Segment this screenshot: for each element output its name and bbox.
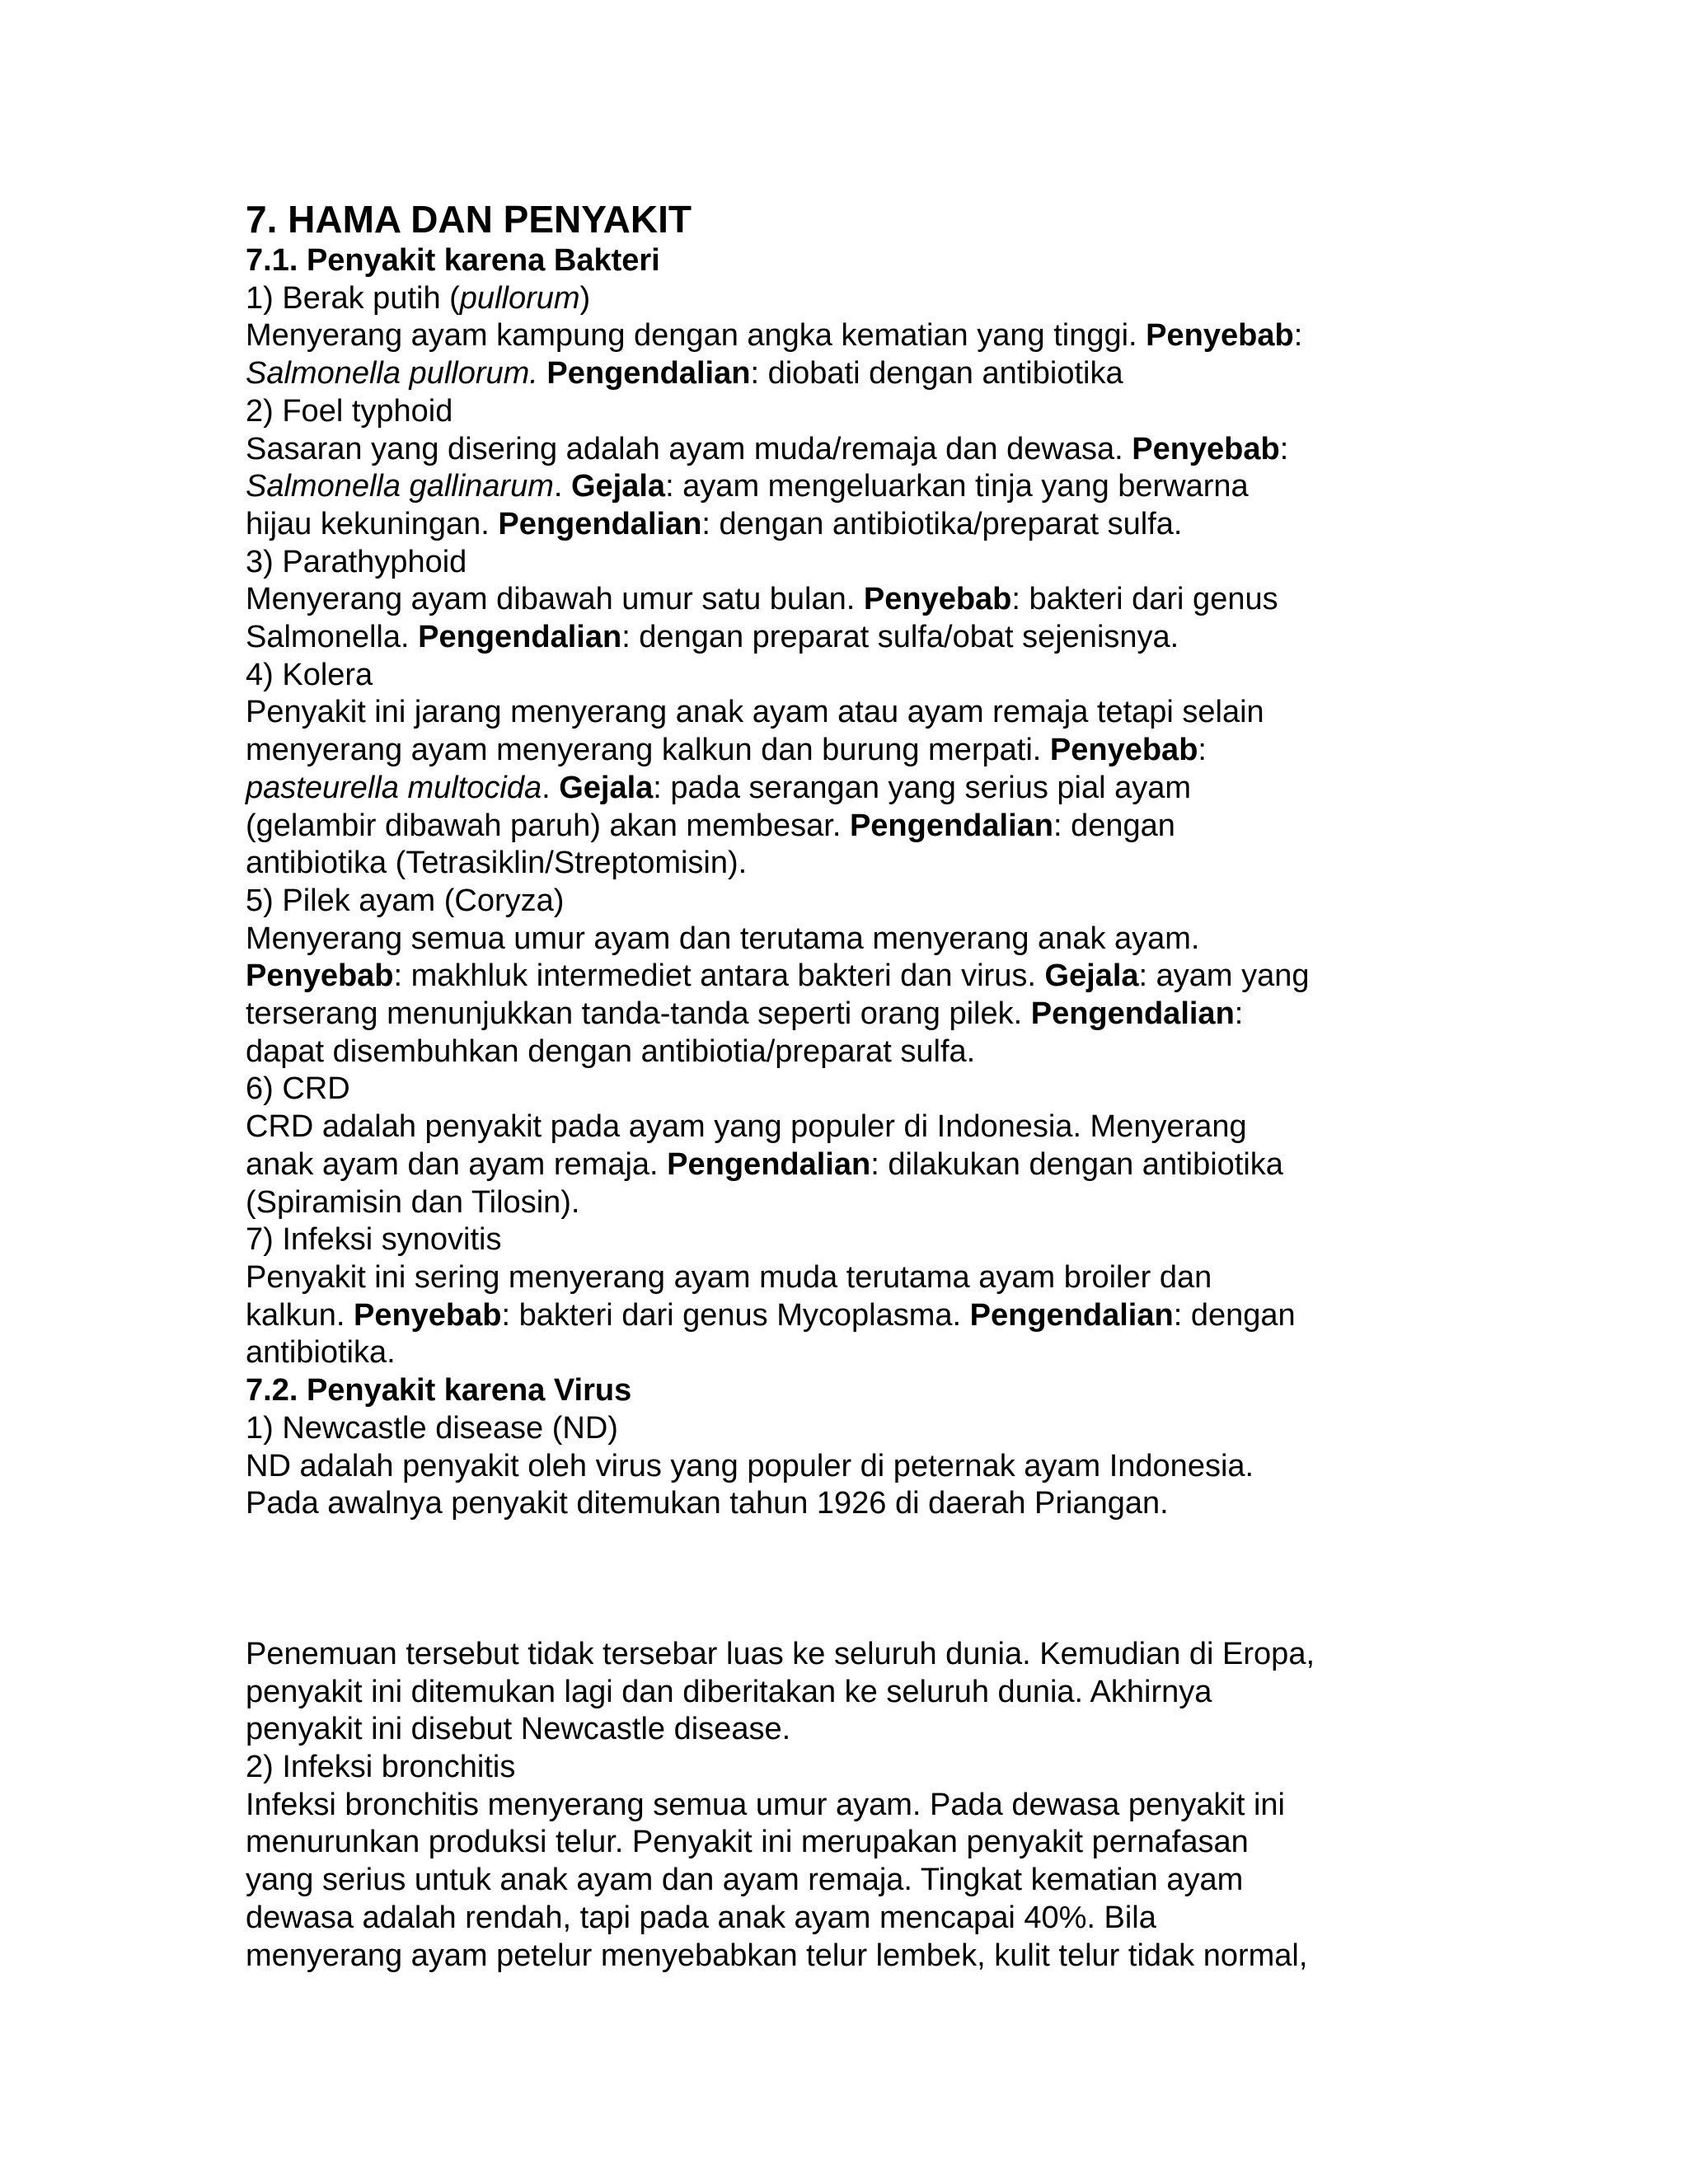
item-label-infeksi-bronchitis: 2) Infeksi bronchitis (246, 1750, 516, 1785)
item-label-pilek-ayam: 5) Pilek ayam (Coryza) (246, 883, 565, 918)
text-line: CRD adalah penyakit pada ayam yang populer di Indonesia. Menyerang (246, 1109, 1247, 1145)
text-line: Penemuan tersebut tidak tersebar luas ke seluruh dunia. Kemudian di Eropa, (246, 1636, 1315, 1671)
section-heading-bacteria: 7.1. Penyakit karena Bakteri (246, 243, 660, 278)
text-line: ND adalah penyakit oleh virus yang populer di peternak ayam Indonesia. (246, 1448, 1254, 1483)
item-label-crd: 6) CRD (246, 1071, 350, 1107)
text-line: dapat disembuhkan dengan antibiotia/preparat sulfa. (246, 1033, 976, 1069)
item-label-kolera: 4) Kolera (246, 657, 373, 692)
text-line: menurunkan produksi telur. Penyakit ini merupakan penyakit pernafasan (246, 1825, 1249, 1860)
text-line: Penyebab: makhluk intermediet antara bakteri dan virus. Gejala: ayam yang (246, 958, 1310, 994)
page-title: 7. HAMA DAN PENYAKIT (246, 198, 692, 241)
text-line: Menyerang ayam kampung dengan angka kematian yang tinggi. Penyebab: (246, 318, 1303, 354)
text-line: Salmonella pullorum. Pengendalian: diobati dengan antibiotika (246, 356, 1123, 391)
text-line: (gelambir dibawah paruh) akan membesar. Pengendalian: dengan (246, 808, 1175, 843)
text-line: terserang menunjukkan tanda-tanda seperti orang pilek. Pengendalian: (246, 996, 1244, 1032)
text-line: dewasa adalah rendah, tapi pada anak ayam mencapai 40%. Bila (246, 1900, 1156, 1935)
text-line: Pada awalnya penyakit ditemukan tahun 1926 di daerah Priangan. (246, 1486, 1169, 1521)
text-line: Menyerang ayam dibawah umur satu bulan. Penyebab: bakteri dari genus (246, 582, 1278, 617)
text-line: penyakit ini ditemukan lagi dan diberitakan ke seluruh dunia. Akhirnya (246, 1674, 1212, 1709)
text-line: menyerang ayam menyerang kalkun dan burung merpati. Penyebab: (246, 733, 1207, 768)
text-line: yang serius untuk anak ayam dan ayam remaja. Tingkat kematian ayam (246, 1863, 1244, 1898)
text-line: pasteurella multocida. Gejala: pada serangan yang serius pial ayam (246, 770, 1192, 805)
text-line: menyerang ayam petelur menyebabkan telur lembek, kulit telur tidak normal, (246, 1938, 1308, 1973)
text-line: Penyakit ini sering menyerang ayam muda terutama ayam broiler dan (246, 1259, 1212, 1295)
text-line: hijau kekuningan. Pengendalian: dengan antibiotika/preparat sulfa. (246, 506, 1183, 541)
text-line: Sasaran yang disering adalah ayam muda/remaja dan dewasa. Penyebab: (246, 431, 1289, 466)
text-line: Salmonella. Pengendalian: dengan preparat sulfa/obat sejenisnya. (246, 620, 1179, 655)
document-page (246, 196, 1416, 1975)
item-label-foel-typhoid: 2) Foel typhoid (246, 393, 453, 429)
text-line: penyakit ini disebut Newcastle disease. (246, 1712, 791, 1747)
text-line: Infeksi bronchitis menyerang semua umur ayam. Pada dewasa penyakit ini (246, 1787, 1285, 1822)
text-line: anak ayam dan ayam remaja. Pengendalian: dilakukan dengan antibiotika (246, 1146, 1283, 1182)
page-break-gap (246, 1523, 1416, 1636)
text-line: antibiotika. (246, 1335, 396, 1371)
item-label-infeksi-synovitis: 7) Infeksi synovitis (246, 1222, 502, 1258)
text-line: (Spiramisin dan Tilosin). (246, 1184, 580, 1220)
text-line: Salmonella gallinarum. Gejala: ayam mengeluarkan tinja yang berwarna (246, 469, 1249, 504)
item-label-parathyphoid: 3) Parathyphoid (246, 544, 467, 579)
item-label-berak-putih: 1) Berak putih (pullorum) (246, 280, 591, 316)
section-heading-virus: 7.2. Penyakit karena Virus (246, 1373, 632, 1408)
text-line: Penyakit ini jarang menyerang anak ayam atau ayam remaja tetapi selain (246, 695, 1264, 730)
text-line: kalkun. Penyebab: bakteri dari genus Mycoplasma. Pengendalian: dengan (246, 1297, 1296, 1333)
text-line: Menyerang semua umur ayam dan terutama menyerang anak ayam. (246, 921, 1200, 956)
item-label-newcastle-disease: 1) Newcastle disease (ND) (246, 1410, 618, 1446)
text-line: antibiotika (Tetrasiklin/Streptomisin). (246, 846, 748, 881)
